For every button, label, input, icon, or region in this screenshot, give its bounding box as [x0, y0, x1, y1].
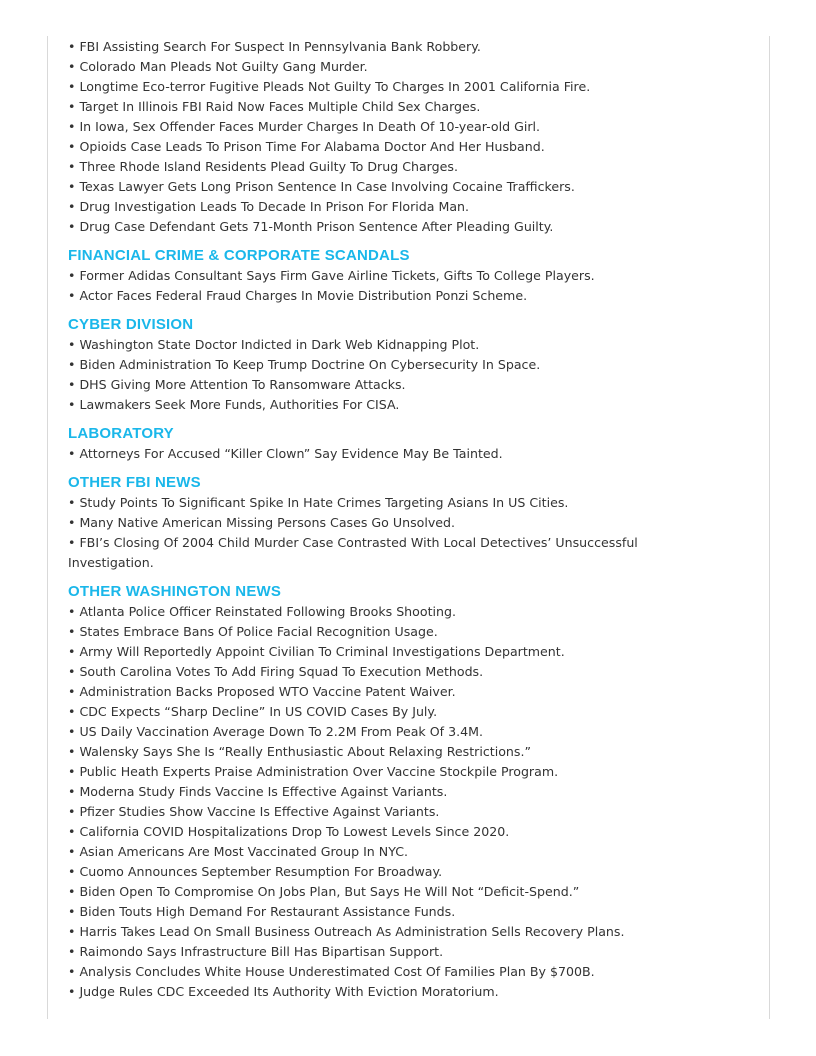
news-item [68, 642, 668, 662]
news-headline-link[interactable]: DHS Giving More Attention To Ransomware Attacks. [79, 377, 406, 392]
bullet: • [68, 944, 76, 959]
news-headline-link[interactable]: In Iowa, Sex Offender Faces Murder Charges In Death Of 10-year-old Girl. [79, 119, 541, 134]
bullet: • [68, 119, 76, 134]
news-headline-link[interactable]: Drug Investigation Leads To Decade In Prison For Florida Man. [79, 199, 470, 214]
bullet: • [68, 495, 76, 510]
bullet: • [68, 964, 76, 979]
news-headline-link[interactable]: Texas Lawyer Gets Long Prison Sentence In Case Involving Cocaine Traffickers. [79, 179, 575, 194]
news-headline-link[interactable]: FBI’s Closing Of 2004 Child Murder Case Contrasted With Local Detectives’ Unsuccessful Investigation. [68, 535, 638, 570]
news-headline-link[interactable]: Moderna Study Finds Vaccine Is Effective Against Variants. [79, 784, 448, 799]
news-item [68, 942, 668, 962]
news-item [68, 286, 668, 306]
news-item [68, 533, 668, 573]
bullet: • [68, 844, 76, 859]
news-item [68, 375, 668, 395]
news-item [68, 722, 668, 742]
bullet: • [68, 904, 76, 919]
bullet: • [68, 535, 76, 550]
section-items [68, 602, 668, 1002]
news-headline-link[interactable]: Pfizer Studies Show Vaccine Is Effective Against Variants. [79, 804, 440, 819]
news-item [68, 157, 668, 177]
bullet: • [68, 39, 76, 54]
news-headline-link[interactable]: Atlanta Police Officer Reinstated Following Brooks Shooting. [79, 604, 456, 619]
news-headline-link[interactable]: Public Heath Experts Praise Administration Over Vaccine Stockpile Program. [79, 764, 559, 779]
news-headline-link[interactable]: South Carolina Votes To Add Firing Squad To Execution Methods. [79, 664, 484, 679]
intro-news-list [68, 37, 668, 237]
news-item [68, 117, 668, 137]
news-headline-link[interactable]: US Daily Vaccination Average Down To 2.2M From Peak Of 3.4M. [79, 724, 483, 739]
news-sections [68, 247, 668, 1002]
bullet: • [68, 704, 76, 719]
news-headline-link[interactable]: Attorneys For Accused “Killer Clown” Say Evidence May Be Tainted. [79, 446, 503, 461]
news-item [68, 922, 668, 942]
news-headline-link[interactable]: CDC Expects “Sharp Decline” In US COVID Cases By July. [79, 704, 438, 719]
news-item [68, 57, 668, 77]
news-headline-link[interactable]: Biden Administration To Keep Trump Doctrine On Cybersecurity In Space. [79, 357, 541, 372]
newsletter-content [68, 37, 668, 1002]
news-headline-link[interactable]: Asian Americans Are Most Vaccinated Group In NYC. [79, 844, 408, 859]
news-headline-link[interactable]: Three Rhode Island Residents Plead Guilty To Drug Charges. [79, 159, 458, 174]
section-heading: OTHER WASHINGTON NEWS [68, 583, 282, 600]
news-item [68, 782, 668, 802]
bullet: • [68, 219, 76, 234]
news-item [68, 842, 668, 862]
news-item [68, 762, 668, 782]
news-headline-link[interactable]: Analysis Concludes White House Underestimated Cost Of Families Plan By $700B. [79, 964, 595, 979]
news-item [68, 822, 668, 842]
bullet: • [68, 99, 76, 114]
news-headline-link[interactable]: Opioids Case Leads To Prison Time For Alabama Doctor And Her Husband. [79, 139, 545, 154]
news-item [68, 217, 668, 237]
bullet: • [68, 446, 76, 461]
news-headline-link[interactable]: California COVID Hospitalizations Drop To Lowest Levels Since 2020. [79, 824, 510, 839]
bullet: • [68, 377, 76, 392]
section-heading: LABORATORY [68, 425, 174, 442]
news-item [68, 97, 668, 117]
bullet: • [68, 924, 76, 939]
bullet: • [68, 864, 76, 879]
bullet: • [68, 159, 76, 174]
section-items [68, 266, 668, 306]
section-items [68, 335, 668, 415]
news-item [68, 862, 668, 882]
bullet: • [68, 664, 76, 679]
bullet: • [68, 744, 76, 759]
news-item [68, 395, 668, 415]
news-headline-link[interactable]: Actor Faces Federal Fraud Charges In Movie Distribution Ponzi Scheme. [79, 288, 528, 303]
bullet: • [68, 139, 76, 154]
news-item [68, 137, 668, 157]
news-headline-link[interactable]: Biden Open To Compromise On Jobs Plan, But Says He Will Not “Deficit-Spend.” [79, 884, 580, 899]
bullet: • [68, 59, 76, 74]
news-item [68, 962, 668, 982]
news-item [68, 335, 668, 355]
news-item [68, 682, 668, 702]
news-item [68, 902, 668, 922]
news-item [68, 197, 668, 217]
bullet: • [68, 604, 76, 619]
bullet: • [68, 624, 76, 639]
news-item [68, 355, 668, 375]
news-item [68, 982, 668, 1002]
news-headline-link[interactable]: Target In Illinois FBI Raid Now Faces Multiple Child Sex Charges. [79, 99, 481, 114]
bullet: • [68, 268, 76, 283]
bullet: • [68, 884, 76, 899]
news-headline-link[interactable]: Judge Rules CDC Exceeded Its Authority With Eviction Moratorium. [79, 984, 499, 999]
news-section [68, 583, 668, 1002]
news-section [68, 247, 668, 306]
news-item [68, 622, 668, 642]
news-headline-link[interactable]: Harris Takes Lead On Small Business Outreach As Administration Sells Recovery Plans. [79, 924, 625, 939]
bullet: • [68, 644, 76, 659]
section-items [68, 444, 668, 464]
news-headline-link[interactable]: States Embrace Bans Of Police Facial Recognition Usage. [79, 624, 438, 639]
news-item [68, 882, 668, 902]
bullet: • [68, 724, 76, 739]
bullet: • [68, 179, 76, 194]
news-item [68, 513, 668, 533]
news-item [68, 802, 668, 822]
bullet: • [68, 397, 76, 412]
news-headline-link[interactable]: Administration Backs Proposed WTO Vaccine Patent Waiver. [79, 684, 456, 699]
news-headline-link[interactable]: Washington State Doctor Indicted in Dark Web Kidnapping Plot. [79, 337, 480, 352]
section-heading: CYBER DIVISION [68, 316, 194, 333]
news-headline-link[interactable]: Colorado Man Pleads Not Guilty Gang Murder. [79, 59, 368, 74]
bullet: • [68, 824, 76, 839]
bullet: • [68, 684, 76, 699]
section-items [68, 493, 668, 573]
news-headline-link[interactable]: FBI Assisting Search For Suspect In Pennsylvania Bank Robbery. [79, 39, 481, 54]
news-item [68, 266, 668, 286]
news-headline-link[interactable]: Drug Case Defendant Gets 71-Month Prison Sentence After Pleading Guilty. [79, 219, 554, 234]
bullet: • [68, 337, 76, 352]
news-headline-link[interactable]: Walensky Says She Is “Really Enthusiastic About Relaxing Restrictions.” [79, 744, 531, 759]
news-section [68, 425, 668, 464]
news-item [68, 177, 668, 197]
news-item [68, 662, 668, 682]
bullet: • [68, 764, 76, 779]
news-item [68, 602, 668, 622]
news-headline-link[interactable]: Study Points To Significant Spike In Hate Crimes Targeting Asians In US Cities. [79, 495, 569, 510]
news-item [68, 493, 668, 513]
news-item [68, 37, 668, 57]
news-item [68, 742, 668, 762]
news-headline-link[interactable]: Longtime Eco-terror Fugitive Pleads Not Guilty To Charges In 2001 California Fire. [79, 79, 591, 94]
bullet: • [68, 199, 76, 214]
news-headline-link[interactable]: Former Adidas Consultant Says Firm Gave Airline Tickets, Gifts To College Players. [79, 268, 595, 283]
bullet: • [68, 515, 76, 530]
section-heading: OTHER FBI NEWS [68, 474, 201, 491]
news-headline-link[interactable]: Army Will Reportedly Appoint Civilian To Criminal Investigations Department. [79, 644, 565, 659]
bullet: • [68, 784, 76, 799]
news-headline-link[interactable]: Biden Touts High Demand For Restaurant Assistance Funds. [79, 904, 456, 919]
news-headline-link[interactable]: Cuomo Announces September Resumption For Broadway. [79, 864, 443, 879]
news-item [68, 444, 668, 464]
news-headline-link[interactable]: Lawmakers Seek More Funds, Authorities For CISA. [79, 397, 400, 412]
section-heading: FINANCIAL CRIME & CORPORATE SCANDALS [68, 247, 410, 264]
bullet: • [68, 984, 76, 999]
news-section [68, 474, 668, 573]
bullet: • [68, 79, 76, 94]
bullet: • [68, 804, 76, 819]
news-item [68, 702, 668, 722]
news-headline-link[interactable]: Many Native American Missing Persons Cases Go Unsolved. [79, 515, 456, 530]
bullet: • [68, 357, 76, 372]
news-item [68, 77, 668, 97]
bullet: • [68, 288, 76, 303]
news-headline-link[interactable]: Raimondo Says Infrastructure Bill Has Bipartisan Support. [79, 944, 444, 959]
news-section [68, 316, 668, 415]
